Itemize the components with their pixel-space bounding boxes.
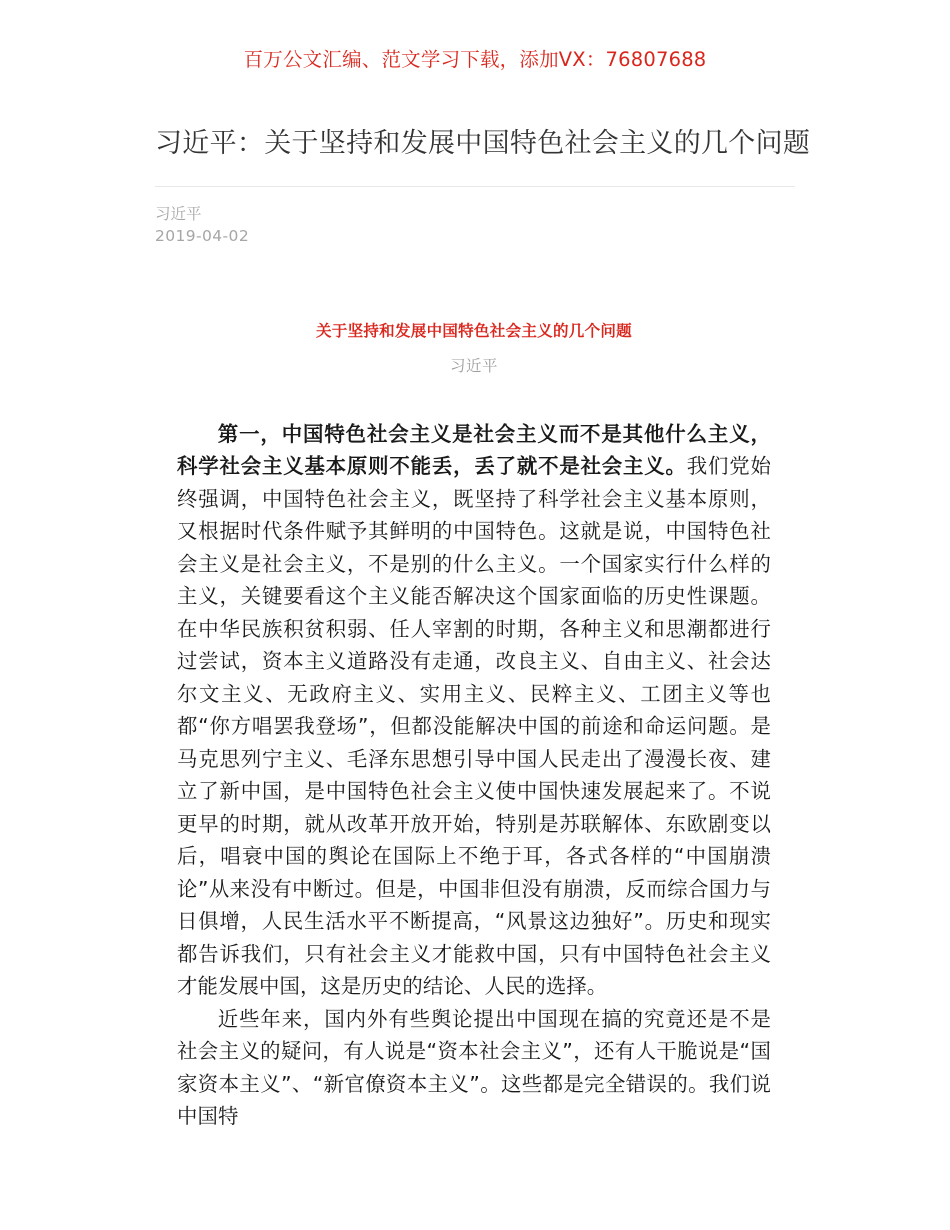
body-paragraph (177, 1003, 771, 1133)
document-byline: 习近平 (449, 357, 498, 376)
promo-banner-text: 百万公文汇编、范文学习下载，添加VX：76807688 (243, 48, 707, 71)
paragraph-list (177, 418, 771, 1133)
document-body (177, 318, 771, 1133)
page-title: 习近平：关于坚持和发展中国特色社会主义的几个问题 (155, 128, 811, 159)
paragraph-text: 近些年来，国内外有些舆论提出中国现在搞的究竟还是不是社会主义的疑问，有人说是“资本社会主义”，还有人干脆说是“国家资本主义”、“新官僚资本主义”。这些都是完全错误的。我们说中国特 (177, 1006, 771, 1129)
document-subtitle: 关于坚持和发展中国特色社会主义的几个问题 (315, 322, 632, 340)
promo-banner (0, 44, 950, 72)
article-header (155, 126, 811, 162)
header-divider (155, 186, 795, 187)
body-paragraph (177, 418, 771, 1003)
paragraph-text: 我们党始终强调，中国特色社会主义，既坚持了科学社会主义基本原则，又根据时代条件赋予其鲜明的中国特色。这就是说，中国特色社会主义是社会主义，不是别的什么主义。一个国家实行什么样的主义，关键要看这个主义能否解决这个国家面临的历史性课题。在中华民族积贫积弱、任人宰割的时期，各种主义和思潮都进行过尝试，资本主义道路没有走通，改良主义、自由主义、社会达尔文主义、无政府主义、实用主义、民粹主义、工团主义等也都“你方唱罢我登场”，但都没能解决中国的前途和命运问题。是马克思列宁主义、毛泽东思想引导中国人民走出了漫漫长夜、建立了新中国，是中国特色社会主义使中国快速发展起来了。不说更早的时期，就从改革开放开始，特别是苏联解体、东欧剧变以后，唱衰中国的舆论在国际上不绝于耳，各式各样的“中国崩溃论”从来没有中断过。但是，中国非但没有崩溃，反而综合国力与日俱增，人民生活水平不断提高，“风景这边独好”。历史和现实都告诉我们，只有社会主义才能救中国，只有中国特色社会主义才能发展中国，这是历史的结论、人民的选择。 (177, 454, 771, 999)
article-author: 习近平 (155, 205, 202, 223)
article-meta (155, 203, 249, 248)
paragraph-lead-bold: 第一，中国特色社会主义是社会主义而不是其他什么主义，科学社会主义基本原则不能丢，丢了就不是社会主义。 (177, 421, 771, 479)
article-date: 2019-04-02 (155, 227, 250, 246)
